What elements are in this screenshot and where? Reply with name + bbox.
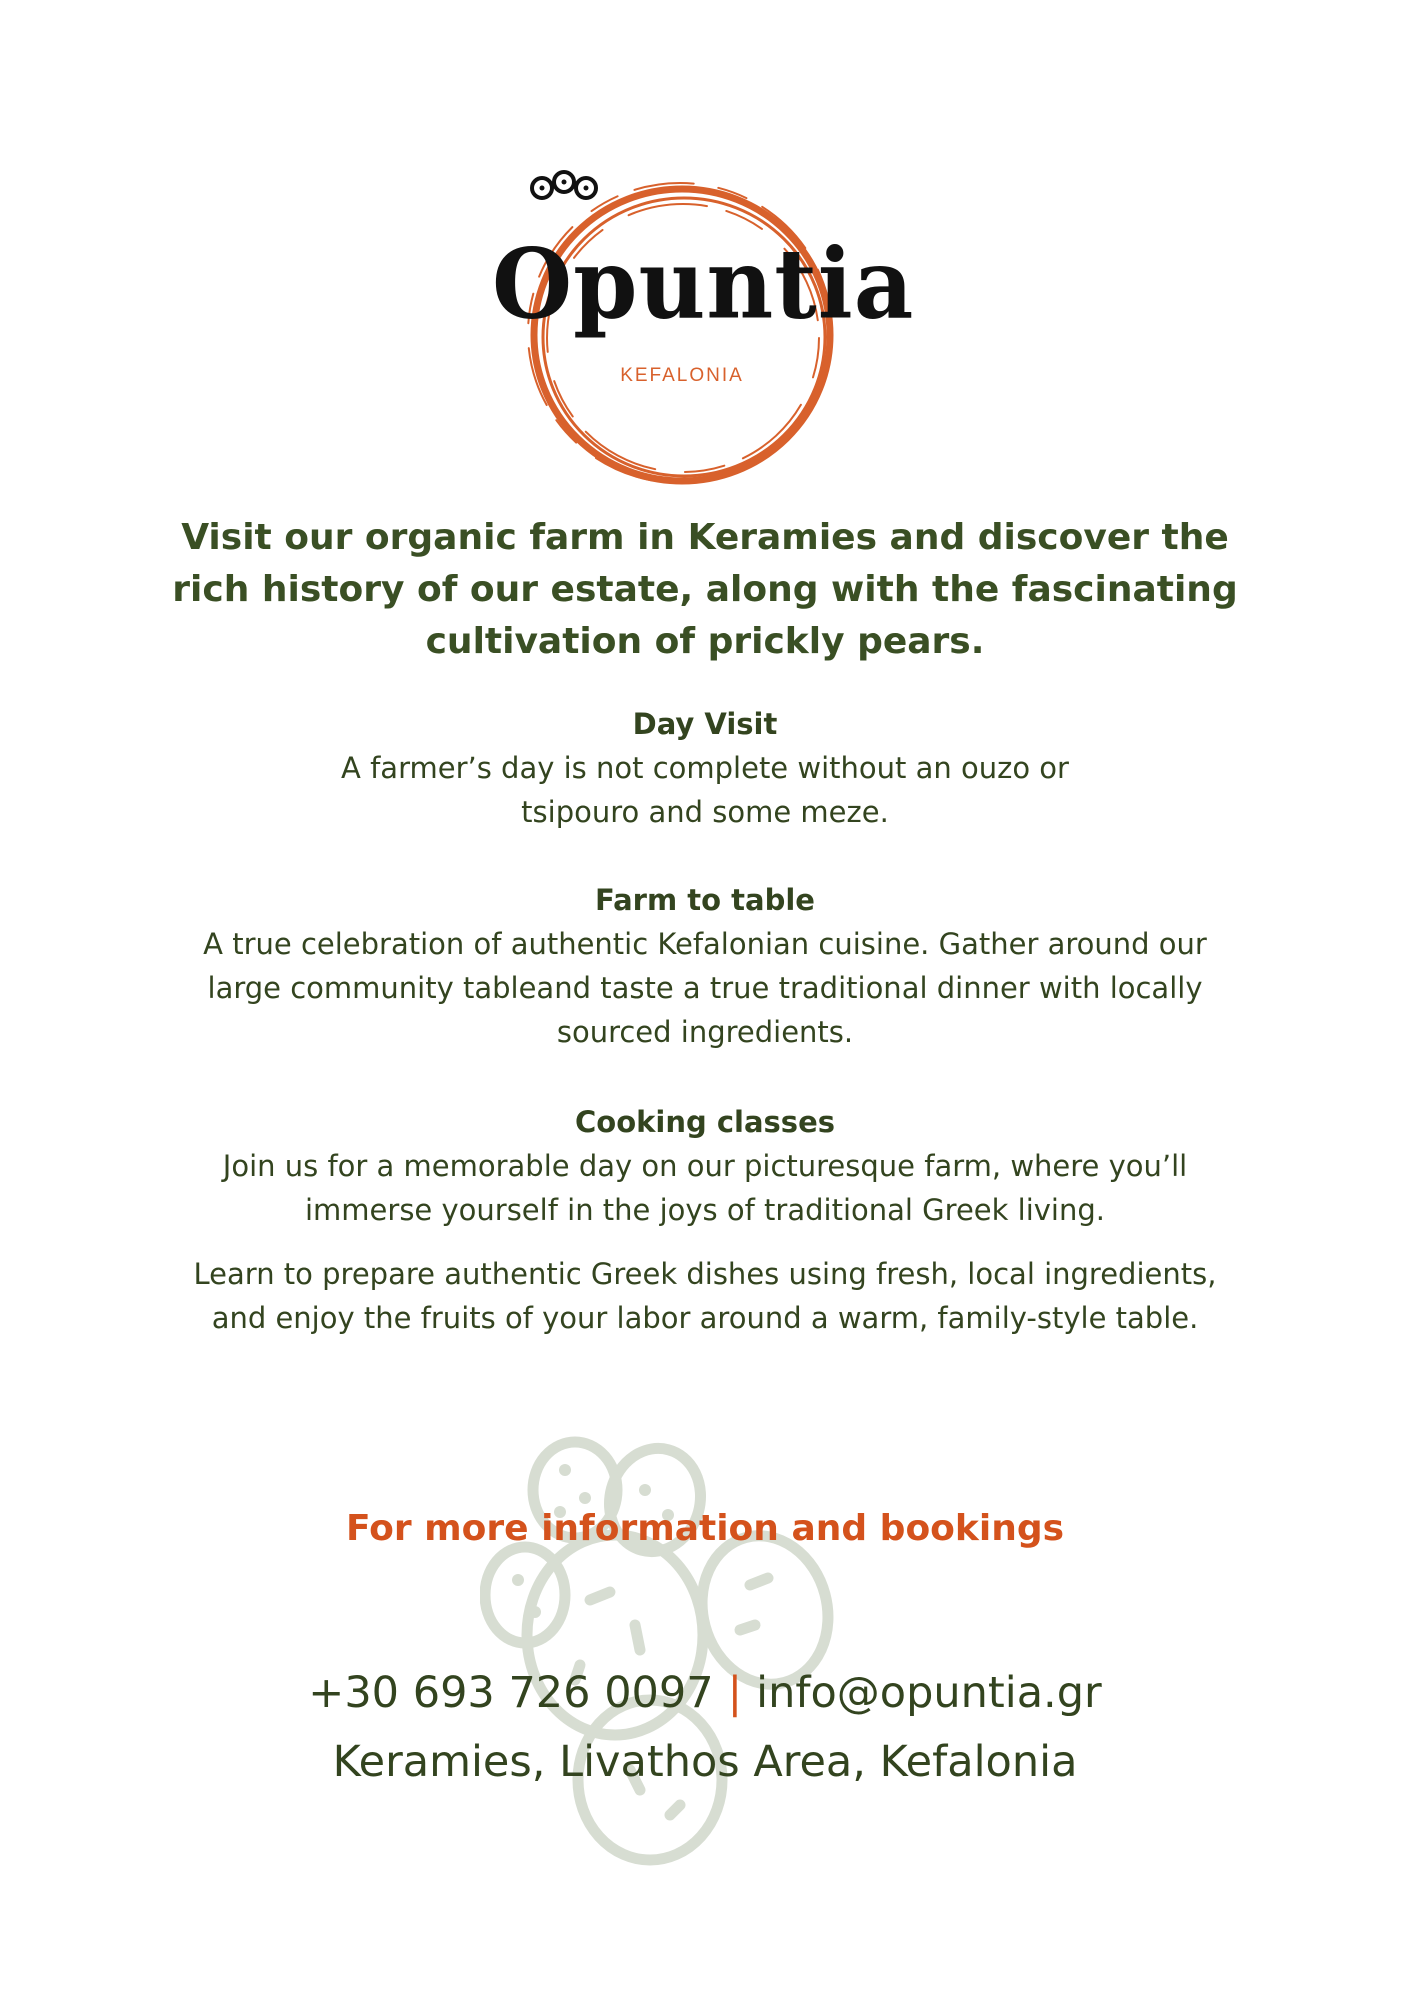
prickly-pear-cactus-icon [480, 1420, 880, 1870]
section-day-visit [150, 702, 1260, 834]
intro-heading: Visit our organic farm in Keramies and discover the rich history of our estate, along with the fascinating cultivation of prickly pears. [172, 517, 1238, 662]
section-body-2: Learn to prepare authentic Greek dishes using fresh, local ingredients, and enjoy the fruits of your labor around a warm, family-style table. [193, 1257, 1217, 1335]
section-body: Join us for a memorable day on our picturesque farm, where you’ll immerse yourself in the joys of traditional Greek living. [222, 1149, 1188, 1227]
section-title: Farm to table [595, 883, 815, 917]
phone-number[interactable]: +30 693 726 0097 [308, 1668, 714, 1718]
opuntia-logo [482, 170, 915, 500]
section-farm-to-table [150, 878, 1260, 1054]
logo-location: KEFALONIA [620, 365, 744, 386]
section-cooking-classes [150, 1100, 1260, 1340]
contact-line [150, 1668, 1260, 1718]
bookings-heading: For more information and bookings [345, 1508, 1065, 1549]
separator: | [727, 1668, 743, 1718]
section-body: A true celebration of authentic Kefalonian cuisine. Gather around our large community tableand taste a true traditional dinner with locally sourced ingredients. [203, 927, 1207, 1049]
address: Keramies, Livathos Area, Kefalonia [332, 1737, 1078, 1787]
email-address[interactable]: info@opuntia.gr [756, 1668, 1102, 1718]
section-title: Day Visit [632, 707, 778, 741]
section-body: A farmer’s day is not complete without an ouzo or tsipouro and some meze. [341, 751, 1069, 829]
logo-wordmark: Opuntia [492, 227, 915, 341]
section-title: Cooking classes [574, 1105, 835, 1139]
